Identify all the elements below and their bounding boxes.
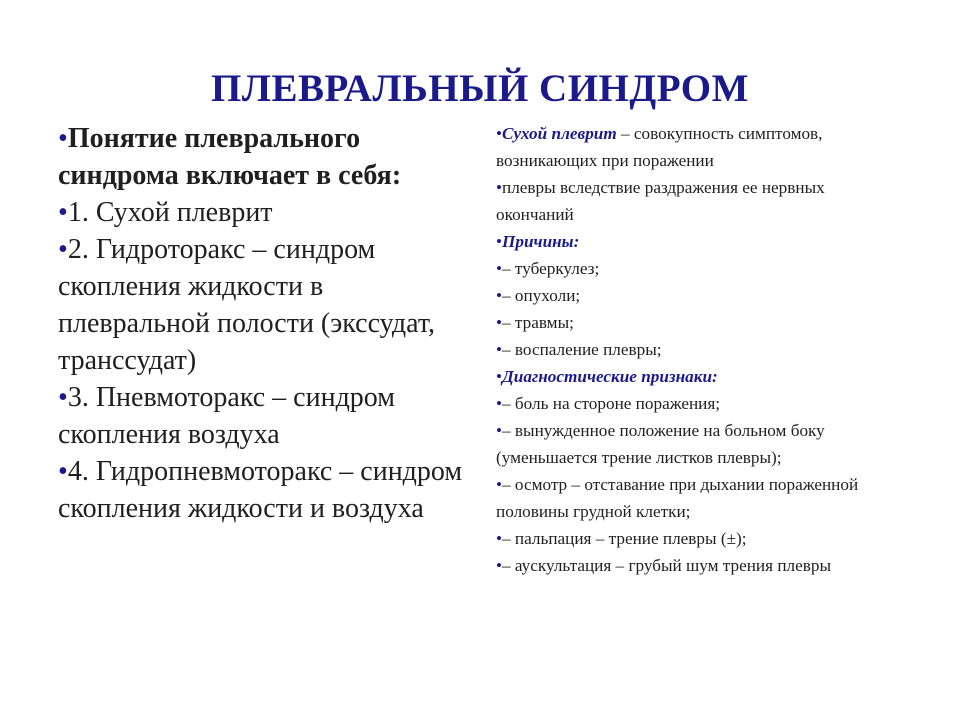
left-column bbox=[58, 120, 478, 527]
diag-item: •– осмотр – отставание при дыхании пораженной половины грудной клетки; bbox=[496, 475, 859, 521]
diag-item: •– боль на стороне поражения; bbox=[496, 394, 721, 413]
bullet: • bbox=[496, 313, 503, 332]
left-item-1: •1. Сухой плеврит bbox=[58, 197, 273, 228]
bullet: • bbox=[58, 234, 68, 265]
bullet: • bbox=[496, 124, 503, 143]
bullet: • bbox=[496, 259, 503, 278]
right-column bbox=[496, 120, 906, 579]
bullet: • bbox=[496, 367, 503, 386]
bullet: • bbox=[496, 556, 503, 575]
causes-heading: •Причины: bbox=[496, 232, 580, 251]
bullet: • bbox=[496, 232, 503, 251]
bullet: • bbox=[496, 529, 503, 548]
bullet: • bbox=[496, 286, 503, 305]
diag-heading: •Диагностические признаки: bbox=[496, 367, 718, 386]
cause-item: •– опухоли; bbox=[496, 286, 581, 305]
left-item-4: •4. Гидропневмоторакс – синдром скопления жидкости и воздуха bbox=[58, 456, 463, 524]
diag-item: •– вынужденное положение на больном боку (уменьшается трение листков плевры); bbox=[496, 421, 825, 467]
slide-title: ПЛЕВРАЛЬНЫЙ СИНДРОМ bbox=[211, 67, 749, 110]
definition-cont: •плевры вследствие раздражения ее нервных окончаний bbox=[496, 178, 825, 224]
definition: •Сухой плеврит – совокупность симптомов, возникающих при поражении bbox=[496, 124, 823, 170]
bullet: • bbox=[496, 475, 503, 494]
bullet: • bbox=[496, 340, 503, 359]
cause-item: •– травмы; bbox=[496, 313, 574, 332]
diag-item: •– аускультация – грубый шум трения плевры bbox=[496, 556, 831, 575]
bullet: • bbox=[58, 456, 68, 487]
left-intro: •Понятие плеврального синдрома включает в себя: bbox=[58, 123, 402, 191]
bullet: • bbox=[496, 178, 503, 197]
bullet: • bbox=[58, 197, 68, 228]
left-item-3: •3. Пневмоторакс – синдром скопления воздуха bbox=[58, 382, 395, 450]
bullet: • bbox=[58, 382, 68, 413]
bullet: • bbox=[496, 394, 503, 413]
cause-item: •– туберкулез; bbox=[496, 259, 600, 278]
bullet: • bbox=[58, 123, 68, 154]
left-item-2: •2. Гидроторакс – синдром скопления жидкости в плевральной полости (экссудат, транссудат) bbox=[58, 234, 435, 376]
bullet: • bbox=[496, 421, 503, 440]
diag-item: •– пальпация – трение плевры (±); bbox=[496, 529, 747, 548]
cause-item: •– воспаление плевры; bbox=[496, 340, 662, 359]
